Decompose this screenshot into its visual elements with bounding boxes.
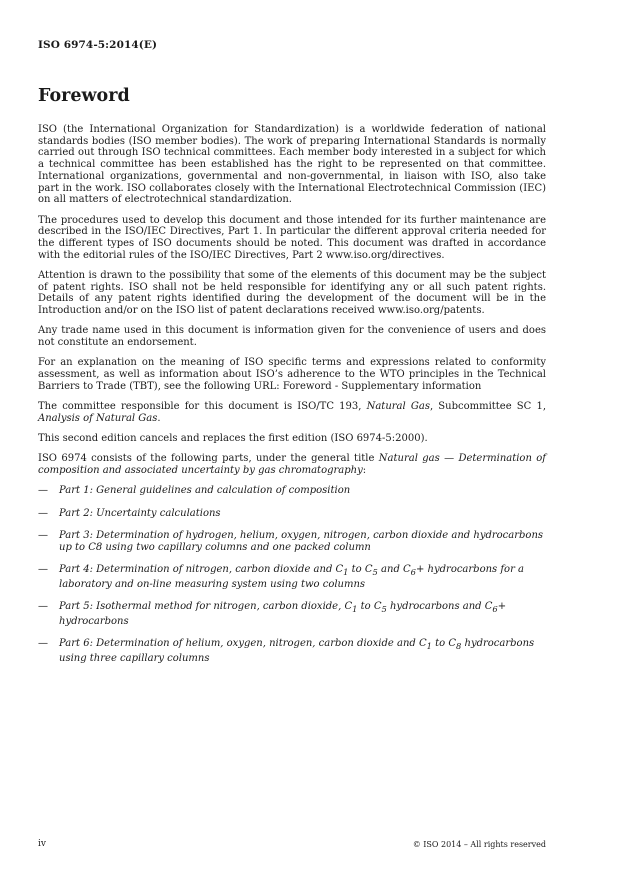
subscript: 5 bbox=[372, 566, 378, 577]
dash-bullet: — bbox=[38, 507, 48, 519]
copyright-notice: © ISO 2014 – All rights reserved bbox=[412, 840, 546, 849]
dash-bullet: — bbox=[38, 563, 48, 575]
part-4-text-b: to C bbox=[348, 563, 373, 575]
paragraph-patent-rights: Attention is drawn to the possibility that some of the elements of this document may be the subject of patent rights. ISO shall not be held responsible for identifying any or all such patent rights. Details of any patent rights identified during the development of the document will be in the Introduction and/or on the ISO list of patent declarations received www.iso.org/patents. bbox=[38, 269, 546, 317]
paragraph-parts-intro bbox=[38, 453, 546, 476]
committee-text-e: . bbox=[157, 412, 161, 424]
document-id-header: ISO 6974-5:2014(E) bbox=[38, 39, 158, 51]
part-5-text-a: Part 5: Isothermal method for nitrogen, carbon dioxide, C bbox=[59, 600, 353, 612]
committee-name: Natural Gas bbox=[366, 401, 430, 413]
subscript: 8 bbox=[456, 640, 462, 651]
part-2-text: Part 2: Uncertainty calculations bbox=[59, 507, 221, 519]
list-item-part-5 bbox=[38, 601, 546, 627]
part-5-text-c: hydrocarbons and C bbox=[386, 600, 493, 612]
paragraph-iso-intro: ISO (the International Organization for Standardization) is a worldwide federation of national standards bodies (ISO member bodies). The work of preparing International Standards is normally carried out through ISO technical committees. Each member body interested in a subject for which a technical committee has been established has the right to be represented on that committee. International organizations, governmental and non-governmental, in liaison with ISO, also take part in the work. ISO collaborates closely with the International Electrotechnical Commission (IEC) on all matters of electrotechnical standardization. bbox=[38, 124, 546, 206]
subscript: 1 bbox=[426, 640, 432, 651]
paragraph-procedures: The procedures used to develop this document and those intended for its further maintenance are described in the ISO/IEC Directives, Part 1. In particular the different approval criteria needed for the different types of ISO documents should be noted. This document was drafted in accordance with the editorial rules of the ISO/IEC Directives, Part 2 www.iso.org/directives. bbox=[38, 214, 546, 261]
general-title: Natural gas — Determination of composition and associated uncertainty by gas chromatography bbox=[38, 453, 546, 477]
dash-bullet: — bbox=[38, 600, 48, 612]
list-item-part-4 bbox=[38, 564, 546, 590]
page-number: iv bbox=[38, 839, 46, 849]
committee-text-c: , Subcommittee SC 1, bbox=[429, 401, 547, 413]
part-4-text-a: Part 4: Determination of nitrogen, carbon dioxide and C bbox=[59, 563, 344, 575]
parts-intro-text: ISO 6974 consists of the following parts, under the general title bbox=[38, 453, 379, 465]
list-item-part-1 bbox=[38, 485, 546, 497]
paragraph-conformity: For an explanation on the meaning of ISO specific terms and expressions related to conformity assessment, as well as information about ISO’s adherence to the WTO principles in the Technical Barriers to Trade (TBT), see the following URL: Foreword - Supplementary information bbox=[38, 357, 546, 392]
part-6-text-b: to C bbox=[431, 637, 457, 649]
subcommittee-name: Analysis of Natural Gas bbox=[38, 412, 158, 424]
dash-bullet: — bbox=[38, 485, 48, 497]
part-3-text: Part 3: Determination of hydrogen, helium, oxygen, nitrogen, carbon dioxide and hydrocarbons up to C8 using two capillary columns and one packed column bbox=[59, 529, 544, 553]
paragraph-edition: This second edition cancels and replaces the first edition (ISO 6974-5:2000). bbox=[38, 433, 428, 445]
parts-list bbox=[38, 485, 546, 664]
page-title: Foreword bbox=[38, 86, 130, 106]
parts-intro-colon: : bbox=[362, 465, 367, 477]
list-item-part-6 bbox=[38, 638, 546, 664]
part-4-text-d: + hydrocarbons for a laboratory and on-line measuring system using two columns bbox=[59, 563, 524, 590]
list-item-part-2 bbox=[38, 508, 546, 520]
dash-bullet: — bbox=[38, 637, 48, 649]
subscript: 6 bbox=[492, 603, 498, 614]
dash-bullet: — bbox=[38, 529, 48, 541]
part-1-text: Part 1: General guidelines and calculation of composition bbox=[59, 485, 351, 497]
committee-text-a: The committee responsible for this document is ISO/TC 193, bbox=[38, 401, 367, 413]
part-5-text-d: + hydrocarbons bbox=[59, 600, 507, 627]
subscript: 6 bbox=[410, 566, 416, 577]
part-4-text-c: and C bbox=[377, 563, 411, 575]
subscript: 5 bbox=[381, 603, 387, 614]
part-6-text-a: Part 6: Determination of helium, oxygen, nitrogen, carbon dioxide and C bbox=[59, 637, 427, 649]
part-6-text-c: hydrocarbons using three capillary columns bbox=[59, 637, 535, 664]
foreword-body bbox=[38, 124, 546, 675]
subscript: 1 bbox=[343, 566, 349, 577]
paragraph-trade-name: Any trade name used in this document is information given for the convenience of users and does not constitute an endorsement. bbox=[38, 325, 546, 349]
list-item-part-3 bbox=[38, 530, 546, 553]
subscript: 1 bbox=[352, 603, 358, 614]
part-5-text-b: to C bbox=[357, 600, 382, 612]
paragraph-committee bbox=[38, 401, 546, 424]
